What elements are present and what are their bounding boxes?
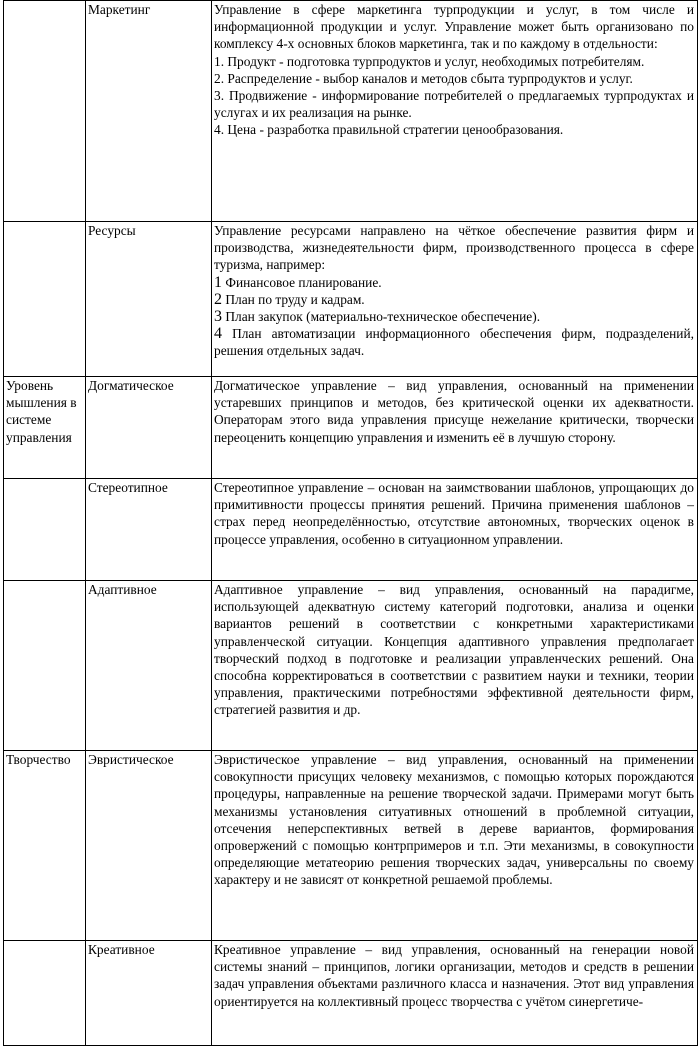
type-cell: Догматическое — [86, 377, 212, 479]
group-cell — [4, 479, 86, 581]
numbered-item — [214, 308, 694, 325]
description-paragraph: 3. Продвижение - информирование потребителей о предлагаемых турпродуктах и услугах и их реализация на рынке. — [214, 88, 694, 121]
description-paragraph: Эвристическое управление – вид управления, основанный на применении совокупности присущих человеку механизмов, с помощью которых порождаются процедуры, направленные на решение творческой задачи. Примерами могут быть механизмы установления ситуативных отношений в проблемной ситуации, отсечения неперспективных ветвей в дереве вариантов, формирования опровержений с помощью контрпримеров и т.п. Эти механизмы, в совокупности определяющие метатеорию решения творческих задач, универсальны по своему характеру и не зависят от конкретной решаемой проблемы. — [214, 752, 694, 888]
type-cell: Адаптивное — [86, 581, 212, 751]
item-text: Финансовое планирование. — [225, 274, 382, 290]
type-cell: Стереотипное — [86, 479, 212, 581]
description-paragraph: Стереотипное управление – основан на заимствовании шаблонов, упрощающих до примитивности процессы принятия решений. Причина применения шаблонов – страх перед неопределённостью, отсутствие автономных, творческих оценок в процессе управления, особенно в ситуационном управлении. — [214, 480, 694, 547]
description-paragraph: 2. Распределение - выбор каналов и методов сбыта турпродуктов и услуг. — [214, 70, 633, 86]
description-paragraph: Догматическое управление – вид управления, основанный на применении устаревших принципов и методов, без критической оценки их адекватности. Операторам этого вида управления присуще нежелание критически, творчески переоценить концепцию управления и изменить её в лучшую сторону. — [214, 378, 694, 445]
item-number: 1 — [214, 273, 222, 291]
group-cell: Творчество — [4, 751, 86, 941]
description-cell — [212, 1, 698, 222]
type-cell: Креативное — [86, 941, 212, 1046]
description-cell — [212, 581, 698, 751]
table-row — [4, 222, 698, 377]
type-cell: Ресурсы — [86, 222, 212, 377]
description-cell — [212, 751, 698, 941]
item-number: 2 — [214, 290, 222, 308]
group-cell — [4, 941, 86, 1046]
item-number: 3 — [214, 308, 222, 326]
table-row — [4, 377, 698, 479]
description-cell — [212, 479, 698, 581]
table-row — [4, 479, 698, 581]
description-paragraph: Креативное управление – вид управления, основанный на генерации новой системы знаний – принципов, логики организации, методов и средств в решении задач управления объектами различного класса и назначения. Этот вид управления ориентируется на коллективный процесс творчества с учётом синергетиче- — [214, 942, 694, 1009]
group-cell: Уровень мышления в системе управления — [4, 377, 86, 479]
description-cell — [212, 222, 698, 377]
numbered-item — [214, 325, 694, 359]
item-number: 4 — [214, 325, 222, 343]
item-text: План автоматизации информационного обеспечения фирм, подразделений, решения отдельных задач. — [214, 326, 694, 359]
table-row — [4, 1, 698, 222]
group-cell — [4, 581, 86, 751]
description-paragraph: Адаптивное управление – вид управления, основанный на парадигме, использующей адекватную систему категорий подготовки, анализа и оценки вариантов решений в соответствии с конкретными характеристиками управленческой ситуации. Концепция адаптивного управления предполагает творческий подход в подготовке и реализации управленческих решений. Она способна корректироваться в соответствии с развитием науки и техники, теории управления, практическими потребностями эффективной деятельности фирм, стратегией развития и др. — [214, 582, 694, 718]
item-text: План по труду и кадрам. — [225, 291, 365, 307]
description-cell — [212, 377, 698, 479]
description-cell — [212, 941, 698, 1046]
description-paragraph: 1. Продукт - подготовка турпродуктов и услуг, необходимых потребителям. — [214, 53, 645, 69]
numbered-item — [214, 274, 694, 291]
type-cell: Эвристическое — [86, 751, 212, 941]
table-row — [4, 941, 698, 1046]
table-row — [4, 751, 698, 941]
management-types-table — [3, 0, 698, 1046]
table-row — [4, 581, 698, 751]
numbered-item — [214, 291, 694, 308]
type-cell: Маркетинг — [86, 1, 212, 222]
group-cell — [4, 1, 86, 222]
item-text: План закупок (материально-техническое обеспечение). — [225, 309, 541, 325]
description-paragraph: 4. Цена - разработка правильной стратегии ценообразования. — [214, 122, 564, 138]
group-cell — [4, 222, 86, 377]
description-paragraph: Управление ресурсами направлено на чёткое обеспечение развития фирм и производства, жизнедеятельности фирм, производственного процесса в сфере туризма, например: — [214, 223, 694, 273]
description-paragraph: Управление в сфере маркетинга турпродукции и услуг, в том числе и информационной продукции и услуг. Управление может быть организовано по комплексу 4-х основных блоков маркетинга, так и по каждому в отдельности: — [214, 2, 694, 52]
